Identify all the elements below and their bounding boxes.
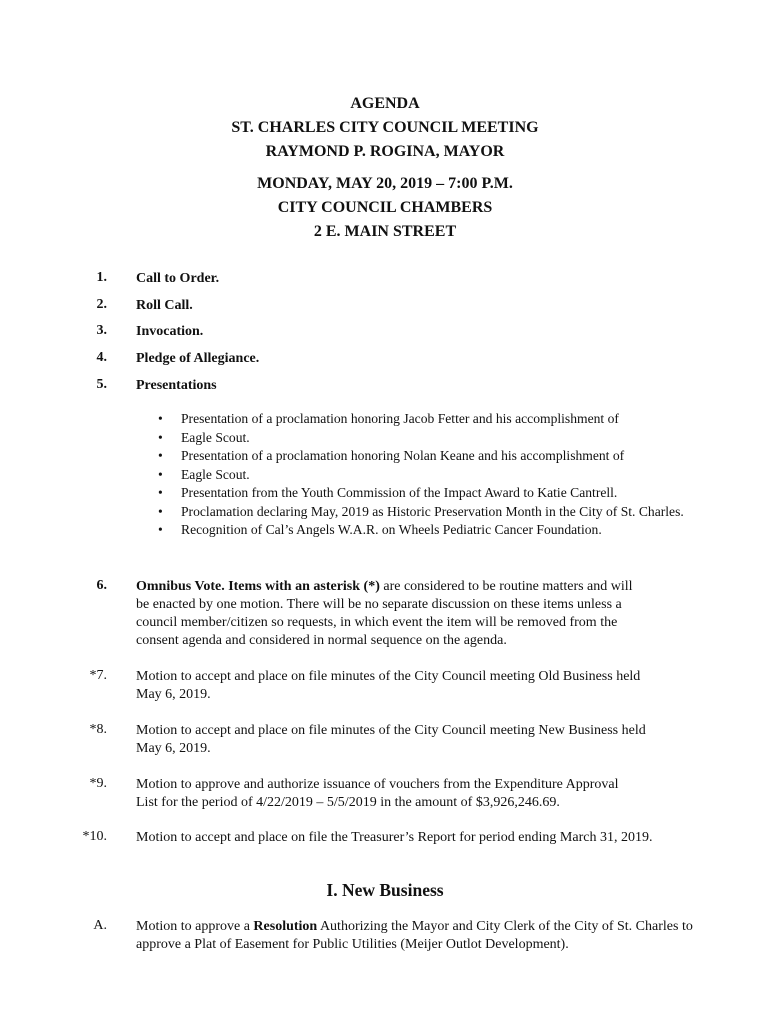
item-3-number: 3. [96,323,107,338]
item-7-number: *7. [89,668,107,683]
omnibus-vote-label: Omnibus Vote. Items with an asterisk (*) [136,579,380,594]
meeting-address: 2 E. MAIN STREET [313,223,457,240]
list-item [156,447,701,466]
item-a-number: A. [93,918,107,933]
item-a-text [136,918,693,954]
item-8-number: *8. [89,722,107,737]
presentation-text: Eagle Scout. [181,429,250,445]
item-a-post: Authorizing the Mayor and City Clerk of the City of St. Charles to [317,919,693,934]
bullet-icon: • [158,522,163,537]
item-2-text: Roll Call. [136,298,193,313]
item-10-line1: Motion to accept and place on file the Treasurer’s Report for period ending March 31, 2019. [136,830,653,845]
item-10-number: *10. [82,829,107,844]
bullet-icon: • [158,466,163,482]
section-new-business-title: I. New Business [326,880,444,900]
meeting-location: CITY COUNCIL CHAMBERS [277,199,493,216]
bullet-icon: • [158,448,163,463]
item-6-number: 6. [96,578,107,593]
item-1-number: 1. [96,270,107,285]
presentation-text: Presentation from the Youth Commission of the Impact Award to Katie Cantrell. [181,485,618,500]
item-10-text [136,829,652,847]
mayor-name: RAYMOND P. ROGINA, MAYOR [265,143,505,160]
bullet-icon: • [158,429,163,445]
item-7-line2: May 6, 2019. [136,687,211,702]
list-item [156,521,701,540]
list-item [156,484,701,503]
bullet-icon: • [158,503,163,519]
presentation-text: Presentation of a proclamation honoring Nolan Keane and his accomplishment of [181,448,625,463]
presentation-text: Proclamation declaring May, 2019 as Historic Preservation Month in the City of St. Charles. [181,503,684,519]
list-item [156,466,701,485]
meeting-name: ST. CHARLES CITY COUNCIL MEETING [231,119,539,136]
presentation-text: Presentation of a proclamation honoring Jacob Fetter and his accomplishment of [181,411,619,426]
item-9-number: *9. [89,776,107,791]
resolution-label: Resolution [253,919,318,934]
item-6-line4: consent agenda and considered in normal sequence on the agenda. [136,633,507,648]
item-1-text: Call to Order. [136,271,220,286]
item-8-text [136,722,646,758]
item-6-line3: council member/citizen so requests, in which event the item will be removed from the [136,615,618,630]
item-6-line1: are considered to be routine matters and will [379,579,633,594]
list-item [156,429,701,448]
item-4-number: 4. [96,350,107,365]
item-8-line1: Motion to accept and place on file minutes of the City Council meeting New Business held [136,723,646,738]
item-5-number: 5. [96,377,107,392]
item-9-line2: List for the period of 4/22/2019 – 5/5/2019 in the amount of $3,926,246.69. [136,795,560,810]
item-a-pre: Motion to approve a [136,919,254,934]
item-8-line2: May 6, 2019. [136,741,211,756]
bullet-icon: • [158,411,163,426]
meeting-date: MONDAY, MAY 20, 2019 – 7:00 P.M. [257,175,513,192]
bullet-icon: • [158,485,163,500]
agenda-header-top [0,92,770,164]
list-item [156,410,701,429]
item-5-text: Presentations [136,378,217,393]
presentation-text: Eagle Scout. [181,466,250,482]
item-6-line2: be enacted by one motion. There will be no separate discussion on these items unless a [136,597,622,612]
item-7-text [136,668,640,704]
item-2-number: 2. [96,297,107,312]
item-7-line1: Motion to accept and place on file minutes of the City Council meeting Old Business held [136,669,641,684]
agenda-header-bottom [0,172,770,244]
list-item [156,503,686,522]
presentation-text: Recognition of Cal’s Angels W.A.R. on Wheels Pediatric Cancer Foundation. [181,522,602,537]
item-9-line1: Motion to approve and authorize issuance of vouchers from the Expenditure Approval [136,777,619,792]
item-a-line2: approve a Plat of Easement for Public Utilities (Meijer Outlot Development). [136,937,569,952]
item-3-text: Invocation. [136,324,204,339]
item-6-text [136,578,633,650]
item-9-text [136,776,618,812]
item-4-text: Pledge of Allegiance. [136,351,260,366]
presentations-list [156,410,701,540]
agenda-title: AGENDA [350,95,420,112]
